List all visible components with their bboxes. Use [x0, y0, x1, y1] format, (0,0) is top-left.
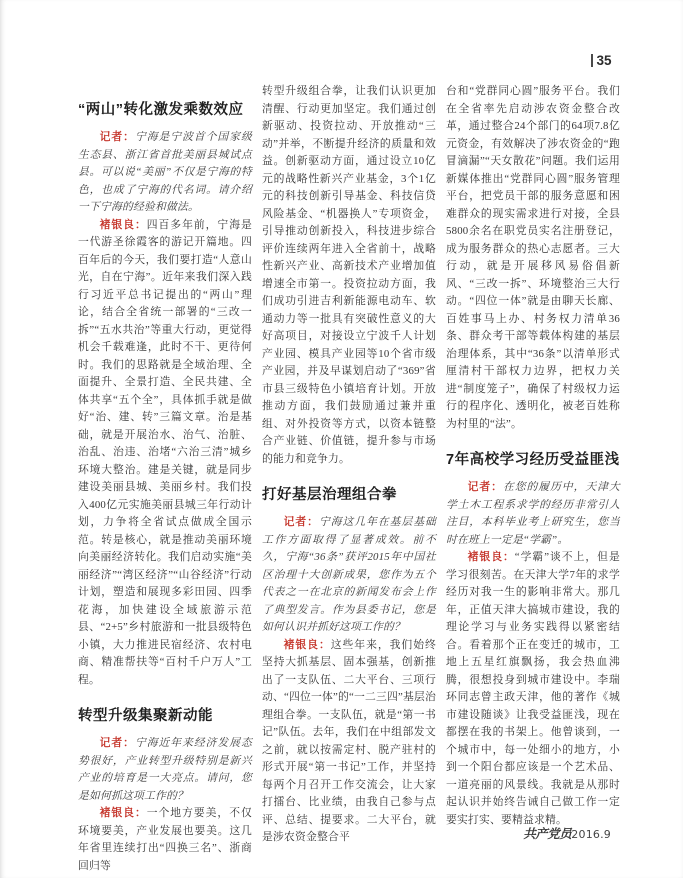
- question-text: 宁海这几年在基层基础工作方面取得了显著成效。前不久，宁海“36条”获评2015年中国社区治理十大创新成果，您作为五个代表之一在北京的新闻发布会上作了典型发言。作为县委书记，您是如何认识并抓好这项工作的？: [262, 516, 436, 633]
- answer-continuation-paragraph: 台和“党群同心圆”服务平台。我们在全省率先启动涉农资金整合改革，通过整合24个部门的64项7.8亿元资金，有效解决了涉农资金的“跑冒滴漏”“天女散花”问题。我们运用新媒体推出“党群同心圆”服务管理平台，把党员干部的服务意愿和困难群众的现实需求进行对接，全县5800余名在职党员实名注册登记，成为服务群众的热心志愿者。三大行动，就是开展移风易俗倡新风、“三改一拆”、环境整治三大行动。“四位一体”就是由聊天长廊、百姓事马上办、村务权力清单36条、群众考干部等载体构建的基层治理体系，其中“36条”以清单形式厘清村干部权力边界，把权力关进“制度笼子”，确保了村级权力运行的程序化、透明化，被老百姓称为村里的“法”。: [446, 85, 620, 430]
- answer-paragraph: [446, 549, 620, 829]
- question-paragraph: [446, 479, 620, 549]
- issue-date: 2016.9: [571, 828, 611, 841]
- interviewee-label: 褚银良：: [99, 218, 147, 231]
- magazine-logo: 共产党员: [523, 826, 572, 841]
- question-paragraph: [78, 735, 252, 805]
- reporter-label: 记者：: [283, 516, 319, 528]
- section-heading-two-mountains: “两山”转化激发乘数效应: [78, 102, 244, 118]
- answer-text: 这些年来，我们始终坚持大抓基层、固本强基，创新推出了一支队伍、二大平台、三项行动、“四位一体”的“一二三四”基层治理组合拳。一支队伍，就是“第一书记”队伍。去年，我们在中组部发文之前，就以按需定村、脱产驻村的形式开展“第一书记”工作，并坚持每两个月召开工作交流会，让大家打擂台、比业绩，由我自己参与点评、总结、提要求。二大平台，就是涉农资金整合平: [262, 638, 436, 843]
- page-number-block: [591, 53, 612, 67]
- section-heading-governance: 打好基层治理组合拳: [262, 487, 397, 503]
- answer-text: 四百多年前，宁海是一代游圣徐霞客的游记开篇地。四百年后的今天，我们要打造“人意山光，自在宁海”。近年来我们深入践行习近平总书记提出的“两山”理论，结合全省统一部署的“三改一拆”“五水共治”等重大行动，更觉得机会千载难逢，此时不干、更待何时。我们的思路就是全域治理、全面提升、全景打造、全民共建、全体共享“五个全”，具体抓手就是做好“治、建、转”三篇文章。治是基础，就是开展治水、治气、治脏、治乱、治违、治堵“六治三清”城乡环境大整治。建是关键，就是同步建设美丽县城、美丽乡村。我们投入400亿元实施美丽县城三年行动计划，力争将全省试点做成全国示范。转是核心，就是推动美丽环境向美丽经济转化。我们启动实施“美丽经济”“湾区经济”“山谷经济”行动计划，塑造和展现多彩田园、四季花海，加快建设全域旅游示范县、“2+5”乡村旅游和一批县级特色小镇，大力推进民宿经济、农村电商、精准帮扶等“百村千户万人”工程。: [78, 218, 252, 686]
- question-text: 在您的履历中，天津大学土木工程系求学的经历非常引人注目，本科毕业考上研究生，您当时在班上一定是“学霸”。: [446, 481, 620, 546]
- reporter-label: 记者：: [467, 481, 503, 493]
- answer-text: “学霸”谈不上，但是学习很刻苦。在天津大学7年的求学经历对我一生的影响非常大。那几年，正值天津大搞城市建设，我的理论学习与业务实践得以紧密结合。看着那个正在变迁的城市，工地上五星红旗飘扬，我会热血沸腾，很想投身到城市建设中。李瑞环同志曾主政天津，他的著作《城市建设随谈》让我受益匪浅，现在都摆在我的书架上。他曾谈到，一个城市中，每一处细小的地方，小到一个阳台都应该是一个艺术品、一道亮丽的风景线。我就是从那时起认识并始终告诫自己做工作一定要实打实、要精益求精。: [446, 551, 620, 826]
- question-text: 宁海是宁波首个国家级生态县、浙江省首批美丽县城试点县。可以说“美丽”不仅是宁海的特色，也成了宁海的代名词。请介绍一下宁海的经验和做法。: [78, 131, 252, 213]
- question-paragraph: [262, 514, 436, 637]
- section-heading-upgrade: 转型升级集聚新动能: [78, 708, 213, 724]
- interviewee-label: 褚银良：: [283, 638, 331, 651]
- page-number-divider: [591, 54, 593, 67]
- interviewee-label: 褚银良：: [467, 551, 515, 563]
- question-paragraph: [78, 129, 252, 217]
- page-footer: [0, 824, 611, 843]
- interviewee-label: 褚银良：: [99, 807, 147, 819]
- column-3: [446, 83, 620, 829]
- column-1: [78, 101, 252, 875]
- reporter-label: 记者：: [99, 131, 135, 143]
- page-number: 35: [596, 52, 612, 68]
- answer-text: 一个地方要美，不仅环境要美，产业发展也要美。这几年省里连续打出“四换三名”、浙商回归等: [78, 807, 252, 872]
- answer-paragraph: [78, 217, 252, 690]
- answer-continuation-paragraph: 转型升级组合拳，让我们认识更加清醒、行动更加坚定。我们通过创新驱动、投资拉动、开放推动“三动”并举，不断提升经济的质量和效益。创新驱动方面，通过设立10亿元的战略性新兴产业基金，3个1亿元的科技创新引导基金、科技信贷风险基金、“机器换人”专项资金，引导推动创新投入，科技进步综合评价连续两年进入全省前十，战略性新兴产业、高新技术产业增加值增速全市第一。投资拉动方面，我们成功引进吉利新能源电动车、软通动力等一批具有突破性意义的大好高项目，对接设立宁波千人计划产业园、模具产业园等10个省市级产业园，并及早谋划启动了“369”省市县三级特色小镇培育计划。开放推动方面，我们鼓励通过兼并重组、对外投资等方式，以资本链整合产业链、价值链，提升参与市场的能力和竞争力。: [262, 85, 436, 465]
- question-text: 宁海近年来经济发展态势很好，产业转型升级特别是新兴产业的培育是一大亮点。请问，您是如何抓这项工作的？: [78, 737, 252, 802]
- answer-paragraph: [262, 637, 436, 847]
- column-2: [262, 83, 436, 847]
- reporter-label: 记者：: [99, 737, 135, 749]
- section-heading-university: 7年高校学习经历受益匪浅: [446, 452, 620, 468]
